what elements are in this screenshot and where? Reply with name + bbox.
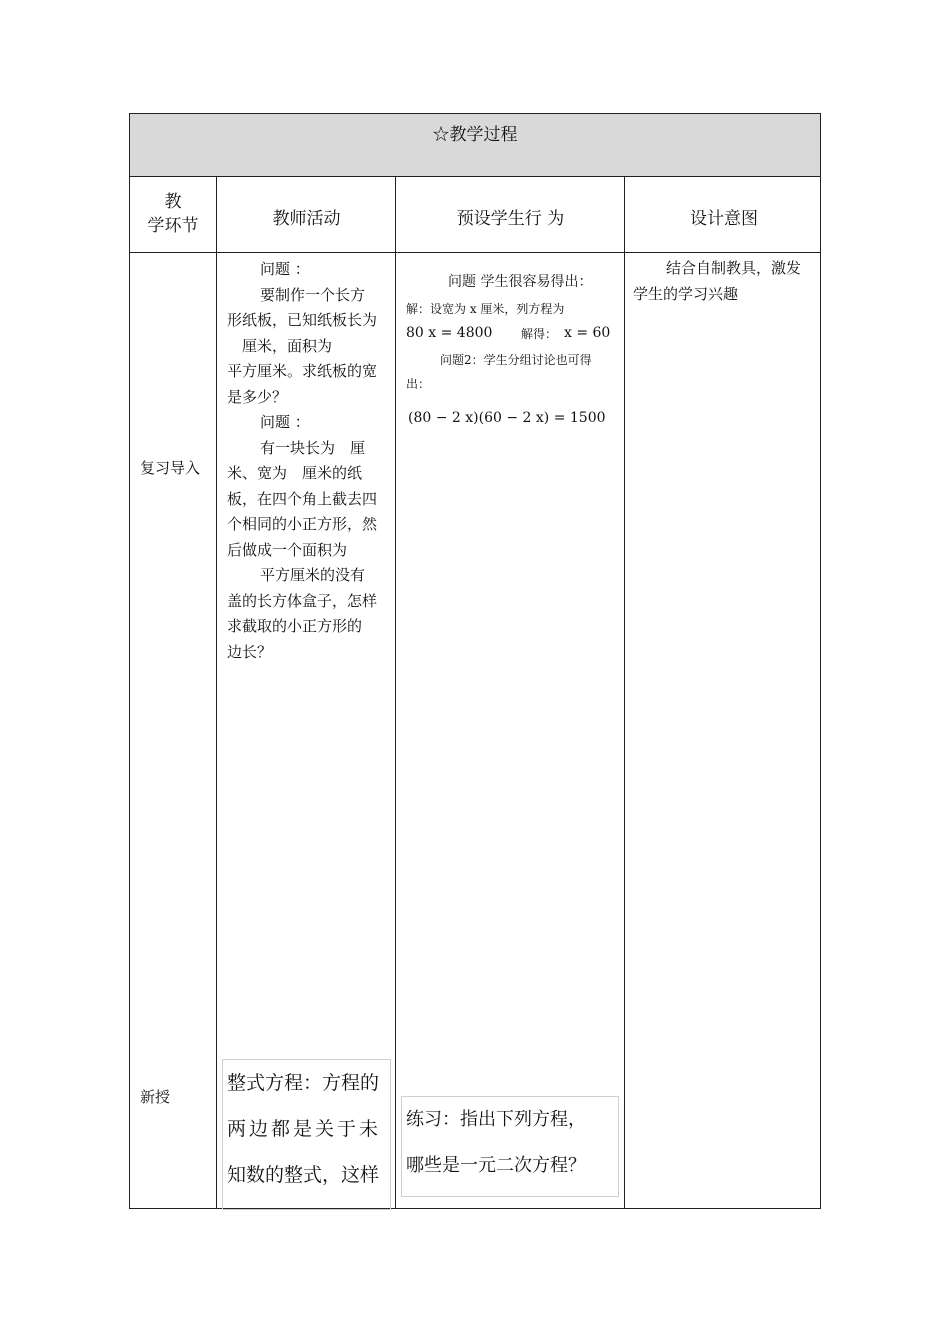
table-header <box>130 114 820 177</box>
column-divider <box>216 177 217 1208</box>
student-new-text <box>406 1097 586 1189</box>
student-q1: 问题 学生很容易得出： <box>448 274 593 290</box>
teacher-line: 求截取的小正方形的 <box>227 617 363 635</box>
intent-line: 结合自制教具，激发 <box>666 259 802 277</box>
teacher-line: 平方厘米的没有 <box>260 566 366 584</box>
teacher-line: 米、宽为 厘米的纸 <box>227 464 363 482</box>
table-title: ☆教学过程 <box>432 125 518 145</box>
teacher-line: 有一块长为 厘 <box>260 438 366 457</box>
teacher-line: 板，在四个角上截去四 <box>227 489 378 508</box>
col-header-section: 教 学环节 <box>147 192 199 236</box>
teacher-new-line: 整式方程：方程的 <box>227 1072 380 1094</box>
student-answer: x = 60 <box>564 325 611 341</box>
teacher-line: 问题 ： <box>260 260 310 278</box>
student-eq2: (80 − 2 x)(60 − 2 x) = 1500 <box>408 410 606 426</box>
teacher-line: 厘米，面积为 <box>242 336 333 355</box>
teacher-new-box <box>222 1059 391 1210</box>
col-header-teacher: 教师活动 <box>272 209 341 229</box>
teacher-line: 是多少？ <box>227 387 288 406</box>
column-divider <box>624 177 625 1208</box>
lesson-table <box>129 113 821 1209</box>
student-solve-label: 解得： <box>521 327 558 341</box>
teacher-line: 要制作一个长方 <box>260 285 366 304</box>
col-header-student: 预设学生行 为 <box>456 209 565 229</box>
section-review: 复习导入 <box>140 459 201 477</box>
teacher-new-line: 知数的整式，这样 <box>227 1164 380 1186</box>
student-q2-line2: 出： <box>406 377 431 391</box>
student-new-line: 哪些是一元二次方程？ <box>406 1155 586 1176</box>
teacher-new-text <box>227 1060 381 1198</box>
col-header-intent: 设计意图 <box>690 209 758 229</box>
teacher-line: 边长？ <box>227 642 273 661</box>
teacher-new-line: 两边都是关于未 <box>227 1118 382 1140</box>
teacher-line: 问题 ： <box>260 413 310 431</box>
teacher-line: 后做成一个面积为 <box>227 540 348 559</box>
student-q2-line1: 问题2：学生分组讨论也可得 <box>440 353 592 367</box>
design-intent-review <box>633 256 819 307</box>
teacher-line: 形纸板，已知纸板长为 <box>227 311 378 329</box>
column-divider <box>395 177 396 1208</box>
student-solution: 解：设宽为 x 厘米，列方程为 <box>406 302 565 316</box>
teacher-activity-review <box>227 257 392 665</box>
row-divider <box>130 252 820 253</box>
intent-line: 学生的学习兴趣 <box>633 284 739 303</box>
teacher-line: 个相同的小正方形，然 <box>227 515 378 533</box>
section-new: 新授 <box>140 1088 171 1106</box>
student-new-box <box>401 1096 619 1197</box>
student-new-line: 练习：指出下列方程， <box>406 1109 586 1130</box>
teacher-line: 平方厘米。求纸板的宽 <box>227 362 378 380</box>
student-eq1: 80 x = 4800 <box>406 325 493 341</box>
teacher-line: 盖的长方体盒子，怎样 <box>227 591 378 610</box>
